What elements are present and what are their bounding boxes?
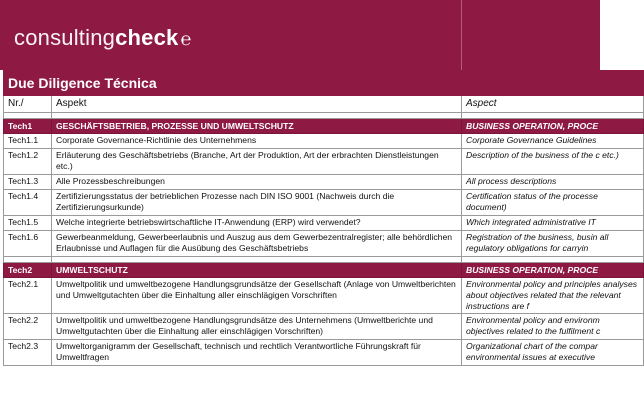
title-row (4, 71, 644, 96)
row-number-cell: Tech1 (4, 119, 52, 134)
header-banner (0, 0, 600, 70)
table-row (4, 231, 644, 257)
row-number-cell: Tech1.2 (4, 149, 52, 175)
table-row (4, 190, 644, 216)
aspekt-cell: Welche integrierte betriebswirtschaftliche IT-Anwendung (ERP) wird verwendet? (52, 216, 462, 231)
header-nr: Nr./ (4, 96, 52, 113)
row-number-cell: Tech2.3 (4, 340, 52, 366)
due-diligence-table (3, 70, 644, 366)
row-number-cell: Tech1.6 (4, 231, 52, 257)
logo-text-bold: check (115, 25, 179, 50)
table-row (4, 216, 644, 231)
table-row (4, 175, 644, 190)
table-row (4, 278, 644, 314)
aspekt-cell: Erläuterung des Geschäftsbetriebs (Branche, Art der Produktion, Art der erbrachten Dienstleistungen etc.) (52, 149, 462, 175)
header-aspect: Aspect (462, 96, 644, 113)
aspect-cell: Corporate Governance Guidelines (462, 134, 644, 149)
aspect-cell: Environmental policy and environm objectives related to the fulfilment c (462, 314, 644, 340)
aspect-cell: Which integrated administrative IT (462, 216, 644, 231)
row-number-cell: Tech1.4 (4, 190, 52, 216)
consultingcheck-logo (14, 25, 191, 51)
row-number-cell: Tech1.1 (4, 134, 52, 149)
title-cell-empty (462, 71, 644, 96)
aspekt-cell: Zertifizierungsstatus der betrieblichen Prozesse nach DIN ISO 9001 (Nachweis durch die Zertifizierungsurkunde) (52, 190, 462, 216)
row-number-cell: Tech1.3 (4, 175, 52, 190)
row-number-cell: Tech2 (4, 263, 52, 278)
aspekt-cell: Umweltpolitik und umweltbezogene Handlungsgrundsätze der Gesellschaft (Anlage von Umweltberichten und Umweltgutachten über die Einhaltung aller einschlägigen Vorschriften (52, 278, 462, 314)
aspect-cell: Environmental policy and principles analyses about objectives related that the relevant instructions are f (462, 278, 644, 314)
banner-divider (461, 0, 462, 70)
aspect-cell: All process descriptions (462, 175, 644, 190)
aspect-cell: BUSINESS OPERATION, PROCE (462, 263, 644, 278)
table-row (4, 314, 644, 340)
logo-mark-icon: ℮ (180, 29, 192, 49)
aspect-cell: BUSINESS OPERATION, PROCE (462, 119, 644, 134)
aspekt-cell: Gewerbeanmeldung, Gewerbeerlaubnis und Auszug aus dem Gewerbezentralregister; alle behördlichen Erlaubnisse und Auflagen für die Ausübung des Geschäftsbetriebs (52, 231, 462, 257)
logo-text-light: consulting (14, 25, 116, 50)
row-number-cell: Tech1.5 (4, 216, 52, 231)
aspekt-cell: Umweltpolitik und umweltbezogene Handlungsgrundsätze des Unternehmens (Umweltberichte und Umweltgutachten über die Einhaltung aller einschlägigen Vorschriften) (52, 314, 462, 340)
table-row (4, 149, 644, 175)
aspect-cell: Description of the business of the c etc.) (462, 149, 644, 175)
aspect-cell: Organizational chart of the compar environmental issues at executive (462, 340, 644, 366)
aspekt-cell: UMWELTSCHUTZ (52, 263, 462, 278)
row-number-cell: Tech2.1 (4, 278, 52, 314)
aspect-cell: Certification status of the processe document) (462, 190, 644, 216)
row-number-cell: Tech2.2 (4, 314, 52, 340)
aspekt-cell: Umweltorganigramm der Gesellschaft, technisch und rechtlich Verantwortliche Führungskraft für Umweltfragen (52, 340, 462, 366)
section-row (4, 263, 644, 278)
section-row (4, 119, 644, 134)
aspect-cell: Registration of the business, busin all regulatory obligations for carryin (462, 231, 644, 257)
header-row (4, 96, 644, 113)
page-title: Due Diligence Técnica (4, 71, 462, 96)
aspekt-cell: GESCHÄFTSBETRIEB, PROZESSE UND UMWELTSCHUTZ (52, 119, 462, 134)
aspekt-cell: Alle Prozessbeschreibungen (52, 175, 462, 190)
aspekt-cell: Corporate Governance-Richtlinie des Unternehmens (52, 134, 462, 149)
table-row (4, 340, 644, 366)
table-row (4, 134, 644, 149)
header-aspekt: Aspekt (52, 96, 462, 113)
